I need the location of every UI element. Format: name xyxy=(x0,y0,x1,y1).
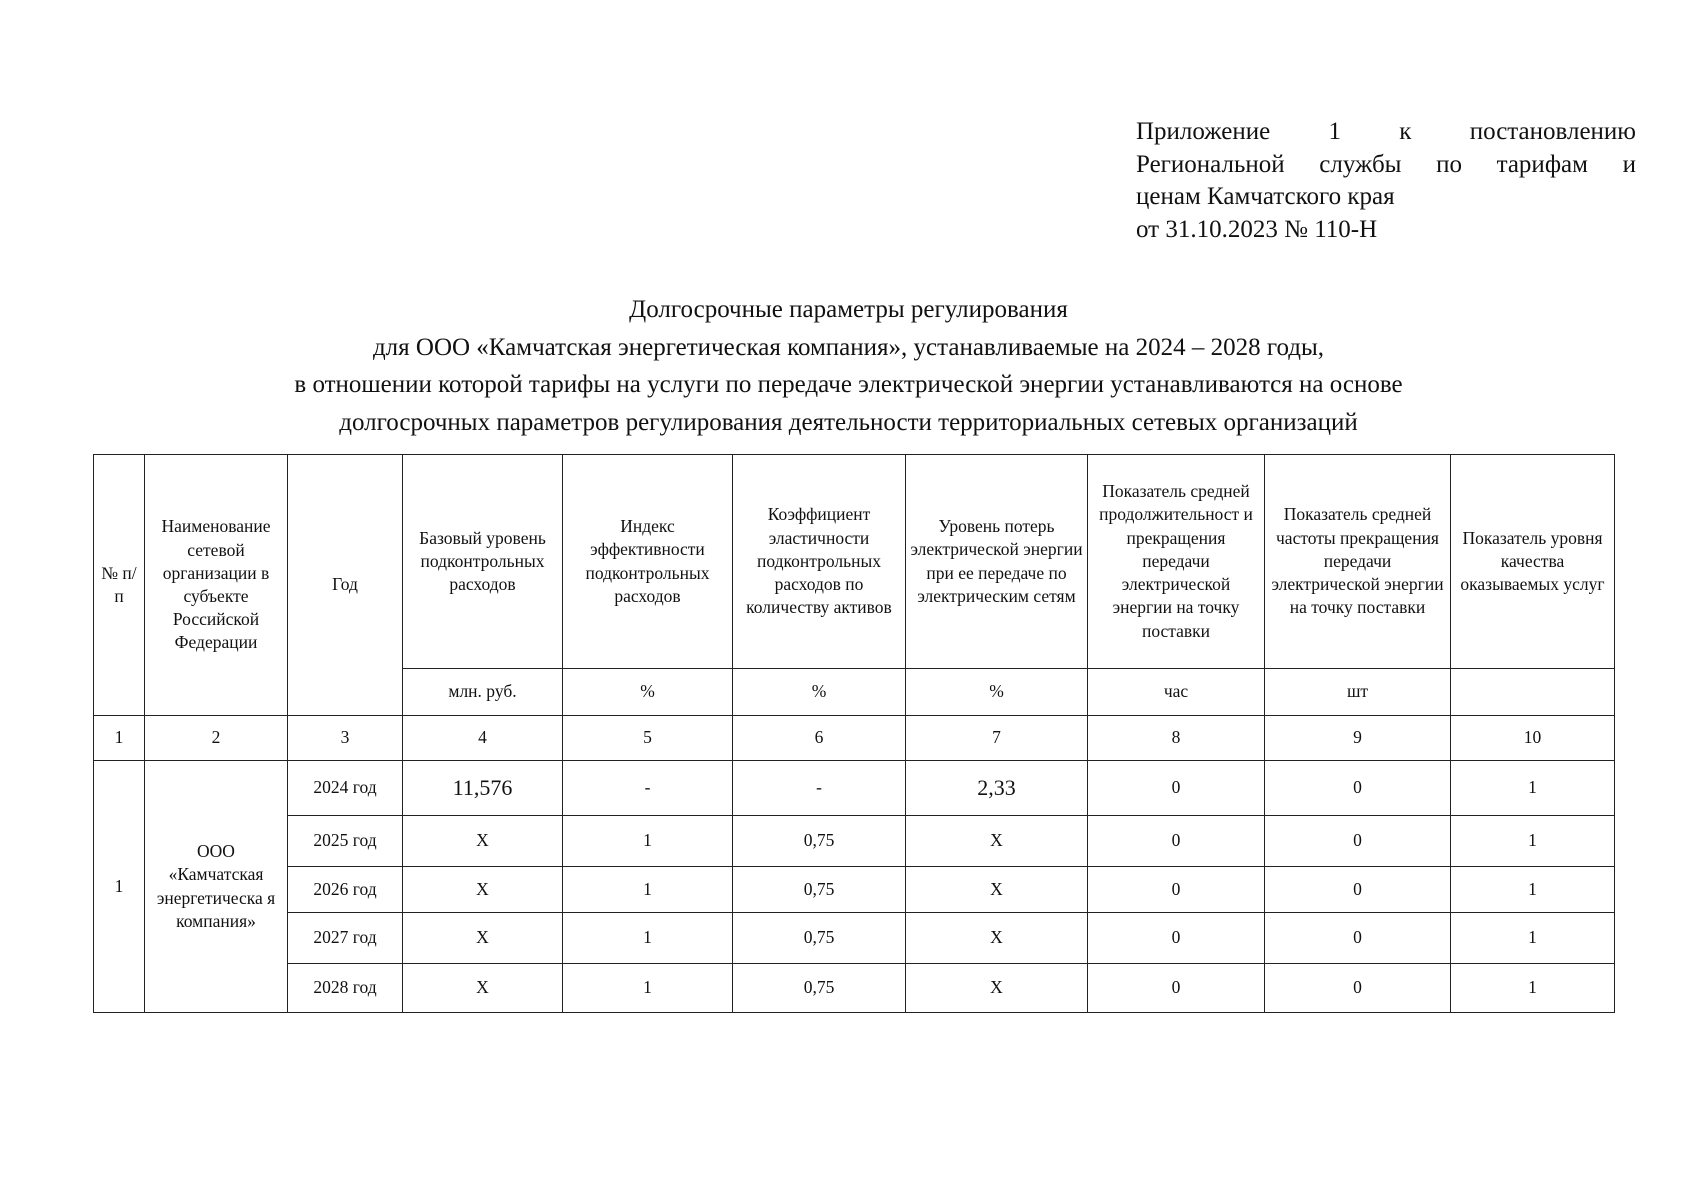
header-row xyxy=(94,455,1615,669)
losses-cell: Х xyxy=(906,913,1088,964)
frequency-cell: 0 xyxy=(1265,867,1451,913)
appendix-word: Региональной xyxy=(1136,150,1285,178)
appendix-word: к xyxy=(1399,118,1412,145)
losses-cell: 2,33 xyxy=(906,761,1088,816)
parameters-table xyxy=(93,454,1615,1013)
elasticity-coef-cell: 0,75 xyxy=(733,913,906,964)
appendix-line-3: ценам Камчатского края xyxy=(1136,183,1395,210)
appendix-word: 1 xyxy=(1328,118,1341,145)
base-expenses-cell: 11,576 xyxy=(403,761,563,816)
losses-cell: Х xyxy=(906,816,1088,867)
quality-cell: 1 xyxy=(1451,964,1615,1013)
frequency-cell: 0 xyxy=(1265,913,1451,964)
unit-cell xyxy=(1451,669,1615,716)
quality-cell: 1 xyxy=(1451,816,1615,867)
duration-cell: 0 xyxy=(1088,816,1265,867)
appendix-line-4: от 31.10.2023 № 110-Н xyxy=(1136,215,1378,243)
frequency-cell: 0 xyxy=(1265,964,1451,1013)
table-row xyxy=(94,964,1615,1013)
appendix-word: службы xyxy=(1319,150,1402,178)
column-number-cell: 6 xyxy=(733,716,906,761)
appendix-word: постановлению xyxy=(1469,118,1636,145)
column-number-cell: 9 xyxy=(1265,716,1451,761)
duration-cell: 0 xyxy=(1088,867,1265,913)
header-cell-efficiency-index: Индекс эффективности подконтрольных расходов xyxy=(563,455,733,669)
losses-cell: Х xyxy=(906,867,1088,913)
unit-cell: % xyxy=(906,669,1088,716)
year-cell: 2028 год xyxy=(288,964,403,1013)
elasticity-coef-cell: 0,75 xyxy=(733,867,906,913)
column-number-cell: 7 xyxy=(906,716,1088,761)
column-number-cell: 8 xyxy=(1088,716,1265,761)
efficiency-index-cell: 1 xyxy=(563,816,733,867)
elasticity-coef-cell: 0,75 xyxy=(733,816,906,867)
header-cell-number: № п/п xyxy=(94,455,145,716)
efficiency-index-cell: 1 xyxy=(563,867,733,913)
table-row xyxy=(94,867,1615,913)
appendix-line-1 xyxy=(1136,116,1636,149)
title-line-4: долгосрочных параметров регулирования деятельности территориальных сетевых организаций xyxy=(339,408,1358,436)
table-row xyxy=(94,913,1615,964)
quality-cell: 1 xyxy=(1451,867,1615,913)
base-expenses-cell: Х xyxy=(403,913,563,964)
column-number-cell: 4 xyxy=(403,716,563,761)
appendix-word: Приложение xyxy=(1136,118,1271,145)
base-expenses-cell: Х xyxy=(403,867,563,913)
unit-cell: час xyxy=(1088,669,1265,716)
duration-cell: 0 xyxy=(1088,964,1265,1013)
appendix-word: по xyxy=(1436,150,1462,178)
losses-cell: Х xyxy=(906,964,1088,1013)
column-number-cell: 10 xyxy=(1451,716,1615,761)
column-number-cell: 5 xyxy=(563,716,733,761)
title-line-3: в отношении которой тарифы на услуги по передаче электрической энергии устанавливаются на основе xyxy=(294,371,1403,398)
organization-name-cell: ООО «Камчатская энергетическа я компания» xyxy=(145,761,288,1013)
row-number-cell: 1 xyxy=(94,761,145,1013)
document-title xyxy=(0,291,1697,441)
header-cell-duration: Показатель средней продолжительност и прекращения передачи электрической энергии на точку поставки xyxy=(1088,455,1265,669)
column-numbers-row xyxy=(94,716,1615,761)
efficiency-index-cell: - xyxy=(563,761,733,816)
title-line-1: Долгосрочные параметры регулирования xyxy=(629,296,1068,323)
appendix-word: тарифам xyxy=(1496,150,1588,178)
efficiency-index-cell: 1 xyxy=(563,913,733,964)
unit-cell: шт xyxy=(1265,669,1451,716)
header-cell-elasticity-coef: Коэффициент эластичности подконтрольных расходов по количеству активов xyxy=(733,455,906,669)
year-cell: 2024 год xyxy=(288,761,403,816)
header-cell-organization: Наименование сетевой организации в субъекте Российской Федерации xyxy=(145,455,288,716)
quality-cell: 1 xyxy=(1451,913,1615,964)
quality-cell: 1 xyxy=(1451,761,1615,816)
table-row xyxy=(94,816,1615,867)
duration-cell: 0 xyxy=(1088,761,1265,816)
appendix-line-2 xyxy=(1136,149,1636,182)
year-cell: 2025 год xyxy=(288,816,403,867)
header-cell-year: Год xyxy=(288,455,403,716)
base-expenses-cell: Х xyxy=(403,964,563,1013)
header-cell-losses: Уровень потерь электрической энергии при ее передаче по электрическим сетям xyxy=(906,455,1088,669)
efficiency-index-cell: 1 xyxy=(563,964,733,1013)
column-number-cell: 2 xyxy=(145,716,288,761)
header-cell-quality: Показатель уровня качества оказываемых услуг xyxy=(1451,455,1615,669)
frequency-cell: 0 xyxy=(1265,816,1451,867)
elasticity-coef-cell: - xyxy=(733,761,906,816)
base-expenses-cell: Х xyxy=(403,816,563,867)
header-cell-base-expenses: Базовый уровень подконтрольных расходов xyxy=(403,455,563,669)
duration-cell: 0 xyxy=(1088,913,1265,964)
header-cell-frequency: Показатель средней частоты прекращения передачи электрической энергии на точку поставки xyxy=(1265,455,1451,669)
column-number-cell: 1 xyxy=(94,716,145,761)
appendix-word: и xyxy=(1622,150,1636,178)
title-line-2: для ООО «Камчатская энергетическая компания», устанавливаемые на 2024 – 2028 годы, xyxy=(372,333,1325,361)
appendix-block xyxy=(1136,116,1636,246)
unit-cell: млн. руб. xyxy=(403,669,563,716)
unit-cell: % xyxy=(733,669,906,716)
table-row xyxy=(94,761,1615,816)
year-cell: 2027 год xyxy=(288,913,403,964)
column-number-cell: 3 xyxy=(288,716,403,761)
frequency-cell: 0 xyxy=(1265,761,1451,816)
unit-cell: % xyxy=(563,669,733,716)
year-cell: 2026 год xyxy=(288,867,403,913)
elasticity-coef-cell: 0,75 xyxy=(733,964,906,1013)
